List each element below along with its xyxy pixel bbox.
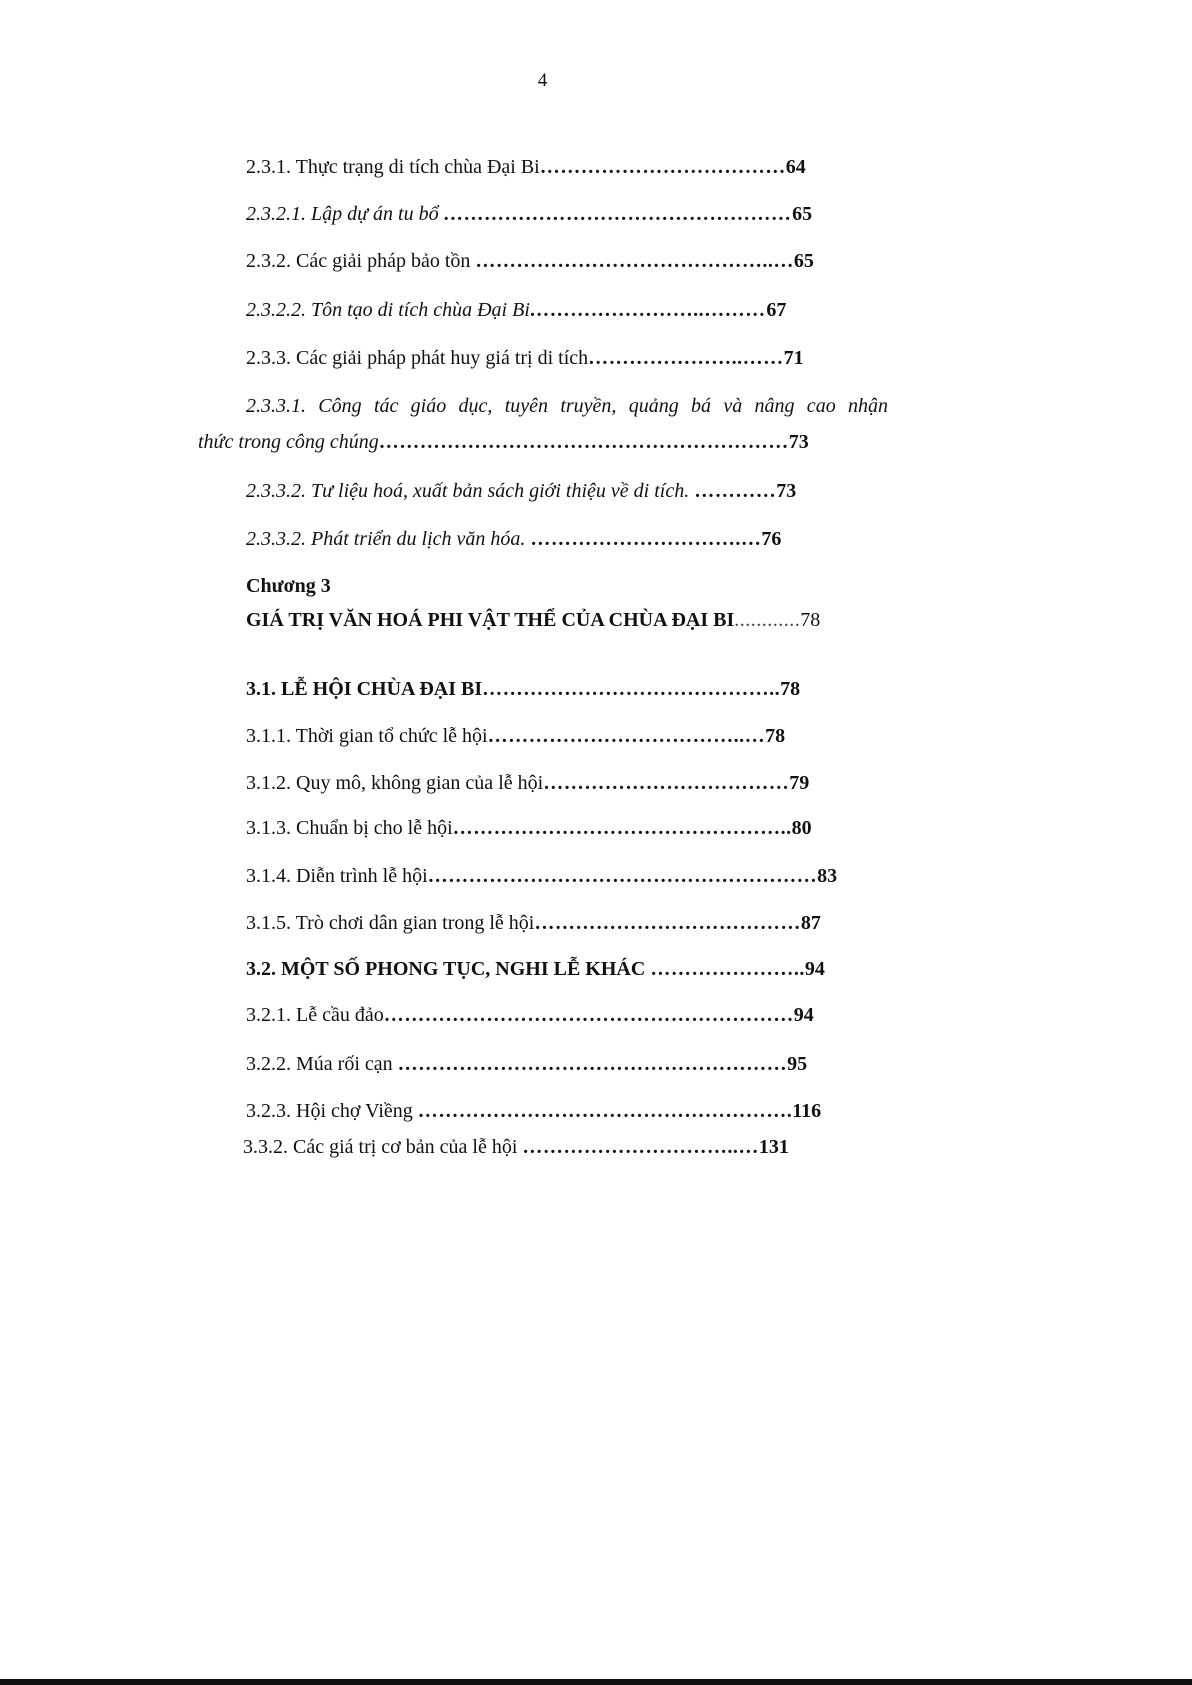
toc-page-number: 79 <box>789 772 810 794</box>
toc-page-number: 94 <box>804 958 825 980</box>
toc-entry-title: 2.3.2.1. Lập dự án tu bổ <box>246 203 444 225</box>
toc-entry-2-3-3-2 <box>246 479 796 503</box>
toc-page-number: 73 <box>776 480 797 502</box>
toc-leader-dots: …………………………………………………… <box>378 431 789 453</box>
toc-entry-title: 3.1.4. Diễn trình lễ hội <box>246 865 428 887</box>
toc-page-number: 67 <box>766 299 787 321</box>
toc-entry-2-3-1 <box>246 155 806 179</box>
toc-entry-title: thức trong công chúng <box>198 431 379 453</box>
toc-page-number: 73 <box>788 431 809 453</box>
toc-entry-title: 3.1. LỄ HỘI CHÙA ĐẠI BI <box>246 678 483 700</box>
toc-leader-dots: ………………….. <box>650 958 805 980</box>
toc-entry-2-3-3 <box>246 346 804 370</box>
toc-entry-3-1-2 <box>246 771 809 795</box>
toc-entry-title: 2.3.2. Các giải pháp bảo tồn <box>246 250 476 272</box>
toc-leader-dots: ………………………………………………… <box>427 865 818 887</box>
toc-page-number: 116 <box>792 1100 822 1122</box>
toc-entry-title: 3.1.2. Quy mô, không gian của lễ hội <box>246 772 544 794</box>
toc-leader-dots: ............ <box>734 609 801 631</box>
toc-entry-title: 3.2.1. Lễ cầu đảo <box>246 1004 384 1026</box>
toc-entry-title: 2.3.3. Các giải pháp phát huy giá trị di tích <box>246 347 589 369</box>
toc-entry-title: 2.3.1. Thực trạng di tích chùa Đại Bi <box>246 156 540 178</box>
toc-entry-title: 3.1.5. Trò chơi dân gian trong lễ hội <box>246 912 535 934</box>
toc-page-number: 78 <box>780 678 801 700</box>
toc-leader-dots: ………………………………..… <box>487 725 766 747</box>
toc-entry-2-3-2-1 <box>246 202 812 226</box>
toc-entry-3-2 <box>246 957 825 981</box>
toc-leader-dots: ………………………….… <box>530 528 762 550</box>
toc-leader-dots: …………………………………………………… <box>383 1004 794 1026</box>
toc-entry-3-2-2 <box>246 1052 807 1076</box>
toc-entry-chapter-3 <box>246 608 820 632</box>
toc-entry-title: 3.2. MỘT SỐ PHONG TỤC, NGHI LỄ KHÁC <box>246 958 651 980</box>
toc-entry-2-3-3-1-line2 <box>198 430 809 454</box>
toc-entry-3-1-3 <box>246 816 812 840</box>
chapter-label: Chương 3 <box>246 575 331 597</box>
toc-leader-dots: ……………………………………..… <box>475 250 794 272</box>
toc-leader-dots: ………… <box>694 480 777 502</box>
toc-leader-dots: ……………………………… <box>539 156 786 178</box>
toc-entry-3-1-5 <box>246 911 821 935</box>
toc-leader-dots: …………………………………….. <box>482 678 781 700</box>
toc-entry-2-3-2-2 <box>246 298 786 322</box>
toc-leader-dots: ………………………………………….. <box>452 817 792 839</box>
toc-leader-dots: …………………..…… <box>588 347 784 369</box>
toc-entry-title: 3.2.3. Hội chợ Viềng <box>246 1100 418 1122</box>
toc-entry-title: 2.3.2.2. Tôn tạo di tích chùa Đại Bi <box>246 299 530 321</box>
toc-page-number: 65 <box>793 250 814 272</box>
toc-leader-dots: ………………………………………………. <box>417 1100 793 1122</box>
toc-page-number: 95 <box>787 1053 808 1075</box>
toc-entry-title: 3.2.2. Múa rối cạn <box>246 1053 398 1075</box>
toc-leader-dots: …………………………..… <box>522 1136 759 1158</box>
toc-entry-3-1-4 <box>246 864 837 888</box>
toc-page-number: 71 <box>783 347 804 369</box>
toc-leader-dots: ……………………………… <box>543 772 790 794</box>
toc-entry-title: 2.3.3.2. Phát triển du lịch văn hóa. <box>246 528 531 550</box>
toc-leader-dots: …………………………………………… <box>443 203 793 225</box>
bottom-edge-bar <box>0 1679 1192 1685</box>
toc-entry-2-3-2 <box>246 249 814 273</box>
toc-entry-title: 3.1.3. Chuẩn bị cho lễ hội <box>246 817 453 839</box>
toc-leader-dots: ………………………………… <box>534 912 801 934</box>
toc-entry-3-3-2 <box>243 1135 789 1159</box>
toc-page-number: 64 <box>785 156 806 178</box>
toc-entry-3-2-3 <box>246 1099 821 1123</box>
toc-page-number: 83 <box>817 865 838 887</box>
toc-entry-title: GIÁ TRỊ VĂN HOÁ PHI VẬT THỂ CỦA CHÙA ĐẠI BI <box>246 609 735 631</box>
toc-page-number: 131 <box>758 1136 789 1158</box>
toc-entry-title: 3.3.2. Các giá trị cơ bản của lễ hội <box>243 1136 523 1158</box>
toc-page-number: 87 <box>800 912 821 934</box>
toc-page-number: 80 <box>791 817 812 839</box>
toc-leader-dots: ………………………………………………… <box>397 1053 788 1075</box>
toc-entry-3-2-1 <box>246 1003 814 1027</box>
toc-page-number: 94 <box>793 1004 814 1026</box>
toc-entry-2-3-3-1-line1: 2.3.3.1. Công tác giáo dục, tuyên truyền, quảng bá và nâng cao nhận <box>246 395 888 417</box>
toc-page-number: 65 <box>792 203 813 225</box>
toc-entry-3-1 <box>246 677 800 701</box>
page-number: 4 <box>537 70 548 91</box>
toc-leader-dots: ……………………..……… <box>529 299 767 321</box>
toc-entry-2-3-3-2b <box>246 527 781 551</box>
toc-page-number: 76 <box>761 528 782 550</box>
toc-page-number: 78 <box>800 609 821 631</box>
toc-entry-title: 2.3.3.2. Tư liệu hoá, xuất bản sách giới thiệu về di tích. <box>246 480 695 502</box>
toc-page-number: 78 <box>765 725 786 747</box>
toc-entry-title: 3.1.1. Thời gian tổ chức lễ hội <box>246 725 488 747</box>
toc-entry-3-1-1 <box>246 724 785 748</box>
